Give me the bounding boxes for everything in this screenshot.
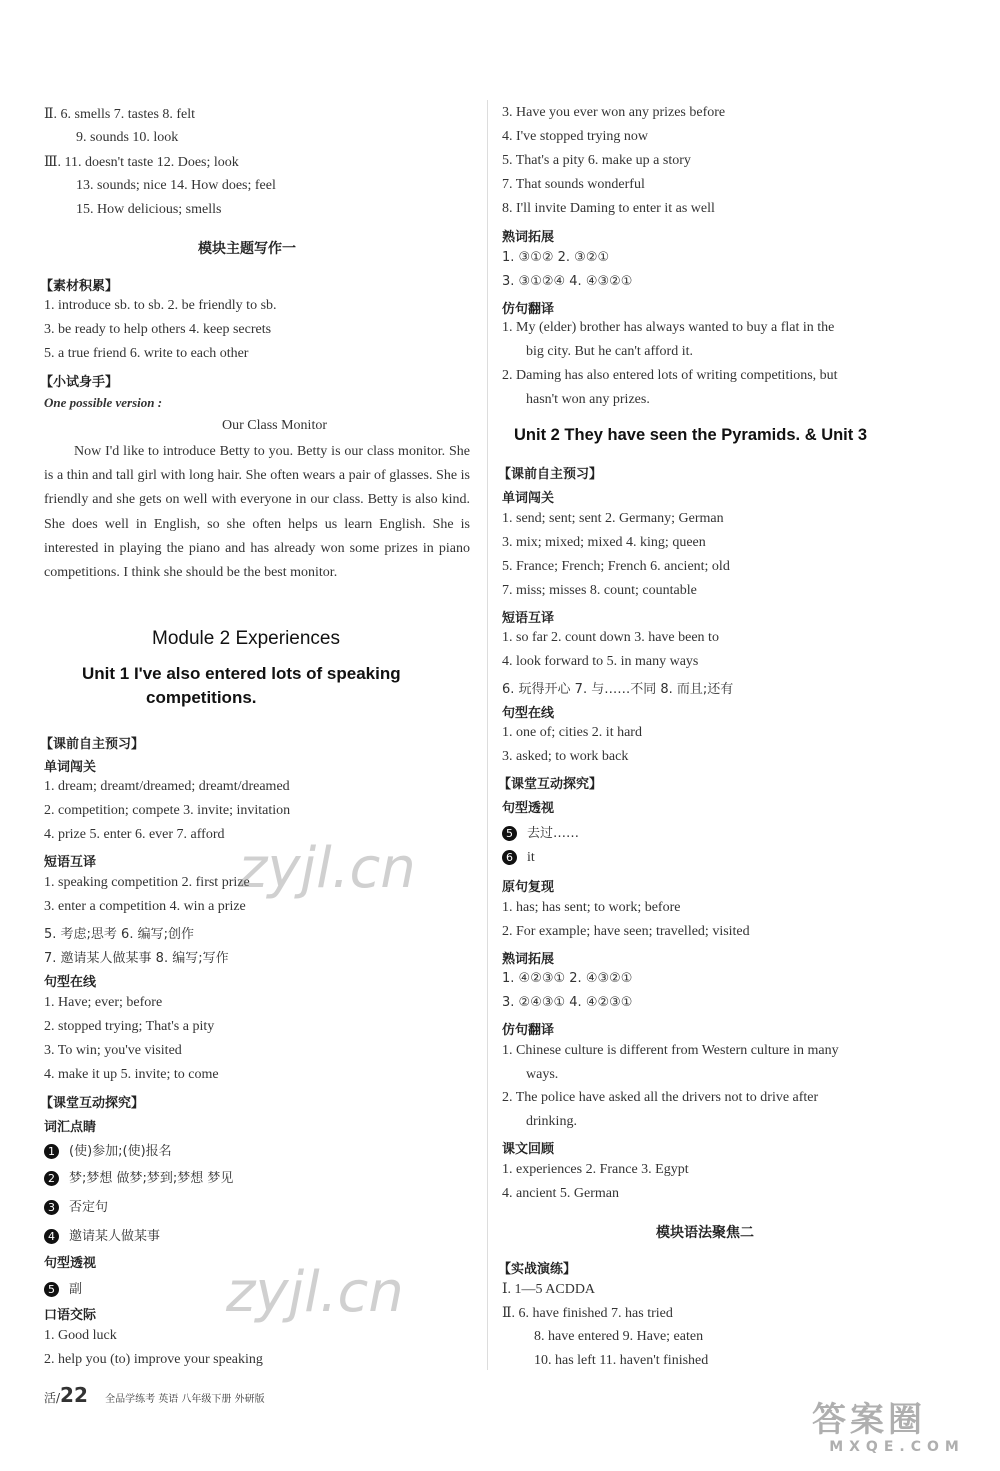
answer-line: 1. Chinese culture is different from Western culture in many (502, 1043, 839, 1058)
answer-line: 8. I'll invite Daming to enter it as well (502, 201, 715, 216)
numbered-item (44, 1140, 172, 1159)
answer-line: 1. ③①② 2. ③②① (502, 250, 610, 265)
section-label: 【小试身手】 (40, 375, 119, 390)
section-label: 【素材积累】 (40, 279, 119, 294)
answer-line-cont: big city. But he can't afford it. (526, 344, 693, 359)
answer-line: 7. That sounds wonderful (502, 177, 645, 192)
answer-line-cont: drinking. (526, 1114, 577, 1129)
essay-title: Our Class Monitor (222, 418, 327, 433)
unit-title: Unit 2 They have seen the Pyramids. & Unit 3 (514, 426, 868, 444)
answer-line: Ⅱ. 6. smells 7. tastes 8. felt (44, 107, 196, 122)
numbered-item (44, 1278, 82, 1297)
answer-line: 5. a true friend 6. write to each other (44, 346, 249, 361)
answer-line: 1. Good luck (44, 1328, 117, 1343)
page-prefix: 活/ (44, 1391, 61, 1405)
answer-line: 4. I've stopped trying now (502, 129, 649, 144)
sub-label: 句型透视 (502, 801, 555, 816)
essay-body: Now I'd like to introduce Betty to you. Betty is our class monitor. She is a thin and tall girl with long hair. She often wears a pair of glasses. She is friendly and she gets on well with everyone in our class. Betty is also kind. She does well in English, so she often helps us learn English. She is interested in playing the piano and has already won some prizes in piano competitions. I think she should be the best monitor. (44, 444, 470, 581)
section-label: 【课堂互动探究】 (498, 777, 603, 792)
answer-line: 7. 邀请某人做某事 8. 编写;写作 (44, 951, 229, 966)
circled-number-icon: 3 (44, 1200, 59, 1215)
section-label: 【课堂互动探究】 (40, 1096, 145, 1111)
answer-line: 13. sounds; nice 14. How does; feel (76, 178, 276, 193)
answer-line: 1. My (elder) brother has always wanted to buy a flat in the (502, 320, 835, 335)
sub-label: 仿句翻译 (502, 302, 555, 317)
page-number: 22 (60, 1383, 88, 1407)
circled-number-icon: 1 (44, 1144, 59, 1159)
numbered-item (44, 1196, 108, 1215)
answer-line: 1. ④②③① 2. ④③②① (502, 971, 633, 986)
answer-line: 10. has left 11. haven't finished (534, 1353, 709, 1368)
answer-line-cont: hasn't won any prizes. (526, 392, 650, 407)
circled-number-icon: 5 (502, 826, 517, 841)
answer-line: 3. To win; you've visited (44, 1043, 182, 1058)
section-title: 模块主题写作一 (198, 241, 296, 257)
answer-line: 3. Have you ever won any prizes before (502, 105, 726, 120)
answer-line: 1. Have; ever; before (44, 995, 163, 1010)
answer-line: 1. has; has sent; to work; before (502, 900, 681, 915)
answer-line: 4. prize 5. enter 6. ever 7. afford (44, 827, 225, 842)
answer-line: 4. look forward to 5. in many ways (502, 654, 699, 669)
sub-label: 词汇点睛 (44, 1120, 97, 1135)
answer-line: 2. For example; have seen; travelled; visited (502, 924, 750, 939)
answer-line: 6. 玩得开心 7. 与……不同 8. 而且;还有 (502, 682, 734, 697)
answer-line: 3. ②④③① 4. ④②③① (502, 995, 633, 1010)
answer-line: 1. speaking competition 2. first prize (44, 875, 250, 890)
answer-line: Ⅱ. 6. have finished 7. has tried (502, 1306, 673, 1321)
site-logo (812, 1392, 982, 1455)
numbered-item (502, 822, 579, 841)
sub-label: 口语交际 (44, 1308, 97, 1323)
answer-line: 1. one of; cities 2. it hard (502, 725, 642, 740)
answer-line: 8. have entered 9. Have; eaten (534, 1329, 704, 1344)
section-label: 【课前自主预习】 (498, 467, 603, 482)
sub-label: 单词闯关 (44, 760, 97, 775)
watermark-text: zyjl.cn (226, 1260, 404, 1325)
answer-line: 1. dream; dreamt/dreamed; dreamt/dreamed (44, 779, 290, 794)
answer-line: 3. be ready to help others 4. keep secrets (44, 322, 272, 337)
logo-text: 答案圈 (812, 1400, 926, 1440)
answer-line: 3. asked; to work back (502, 749, 629, 764)
book-info: 全品学练考 英语 八年级下册 外研版 (105, 1394, 265, 1405)
answer-line: 3. enter a competition 4. win a prize (44, 899, 246, 914)
sub-label: 单词闯关 (502, 491, 555, 506)
numbered-item (44, 1167, 233, 1186)
circled-number-icon: 5 (44, 1282, 59, 1297)
numbered-item (502, 850, 535, 866)
version-label: One possible version : (44, 395, 163, 410)
item-text: it (527, 850, 535, 865)
watermark-text: zyjl.cn (238, 836, 416, 901)
page-footer (44, 1383, 265, 1407)
answer-line: 3. ③①②④ 4. ④③②① (502, 274, 633, 289)
item-text: 去过…… (527, 826, 580, 841)
item-text: 副 (69, 1282, 83, 1297)
unit-title: Unit 1 I've also entered lots of speaking (82, 664, 401, 683)
answer-line: 2. The police have asked all the drivers not to drive after (502, 1090, 819, 1105)
answer-line: 4. ancient 5. German (502, 1186, 620, 1201)
answer-line: 5. France; French; French 6. ancient; old (502, 559, 730, 574)
section-label: 【实战演练】 (498, 1262, 577, 1277)
item-text: 否定句 (69, 1200, 109, 1215)
answer-line: 1. experiences 2. France 3. Egypt (502, 1162, 689, 1177)
answer-line: 5. That's a pity 6. make up a story (502, 153, 691, 168)
answer-line: 1. introduce sb. to sb. 2. be friendly to sb. (44, 298, 277, 313)
answer-line: 2. competition; compete 3. invite; invitation (44, 803, 291, 818)
logo-subtext: MXQE.COM (829, 1439, 965, 1455)
sub-label: 短语互译 (44, 855, 97, 870)
answer-line: Ⅲ. 11. doesn't taste 12. Does; look (44, 155, 239, 170)
circled-number-icon: 6 (502, 850, 517, 865)
sub-label: 句型在线 (502, 706, 555, 721)
sub-label: 熟词拓展 (502, 952, 555, 967)
section-label: 【课前自主预习】 (40, 737, 145, 752)
answer-line: 4. make it up 5. invite; to come (44, 1067, 219, 1082)
answer-line: 7. miss; misses 8. count; countable (502, 583, 697, 598)
answer-line: 2. stopped trying; That's a pity (44, 1019, 215, 1034)
answer-line: 3. mix; mixed; mixed 4. king; queen (502, 535, 706, 550)
sub-label: 句型透视 (44, 1256, 97, 1271)
sub-label: 原句复现 (502, 880, 555, 895)
sub-label: 熟词拓展 (502, 230, 555, 245)
section-title: 模块语法聚焦二 (656, 1225, 754, 1241)
unit-title-cont: competitions. (146, 688, 257, 707)
circled-number-icon: 4 (44, 1229, 59, 1244)
answer-line: 2. Daming has also entered lots of writing competitions, but (502, 368, 838, 383)
sub-label: 仿句翻译 (502, 1023, 555, 1038)
answer-line: 9. sounds 10. look (76, 130, 179, 145)
answer-line: 2. help you (to) improve your speaking (44, 1352, 263, 1367)
sub-label: 课文回顾 (502, 1142, 555, 1157)
item-text: 梦;梦想 做梦;梦到;梦想 梦见 (69, 1171, 234, 1186)
sub-label: 句型在线 (44, 975, 97, 990)
answer-line: Ⅰ. 1—5 ACDDA (502, 1282, 596, 1297)
answer-line: 1. send; sent; sent 2. Germany; German (502, 511, 724, 526)
module-title: Module 2 Experiences (152, 628, 340, 649)
column-divider (487, 100, 488, 1370)
sub-label: 短语互译 (502, 611, 555, 626)
answer-line-cont: ways. (526, 1067, 559, 1082)
answer-line: 15. How delicious; smells (76, 202, 222, 217)
answer-line: 1. so far 2. count down 3. have been to (502, 630, 719, 645)
circled-number-icon: 2 (44, 1171, 59, 1186)
item-text: (使)参加;(使)报名 (69, 1144, 172, 1159)
answer-line: 5. 考虑;思考 6. 编写;创作 (44, 927, 194, 942)
item-text: 邀请某人做某事 (69, 1229, 161, 1244)
numbered-item (44, 1225, 160, 1244)
